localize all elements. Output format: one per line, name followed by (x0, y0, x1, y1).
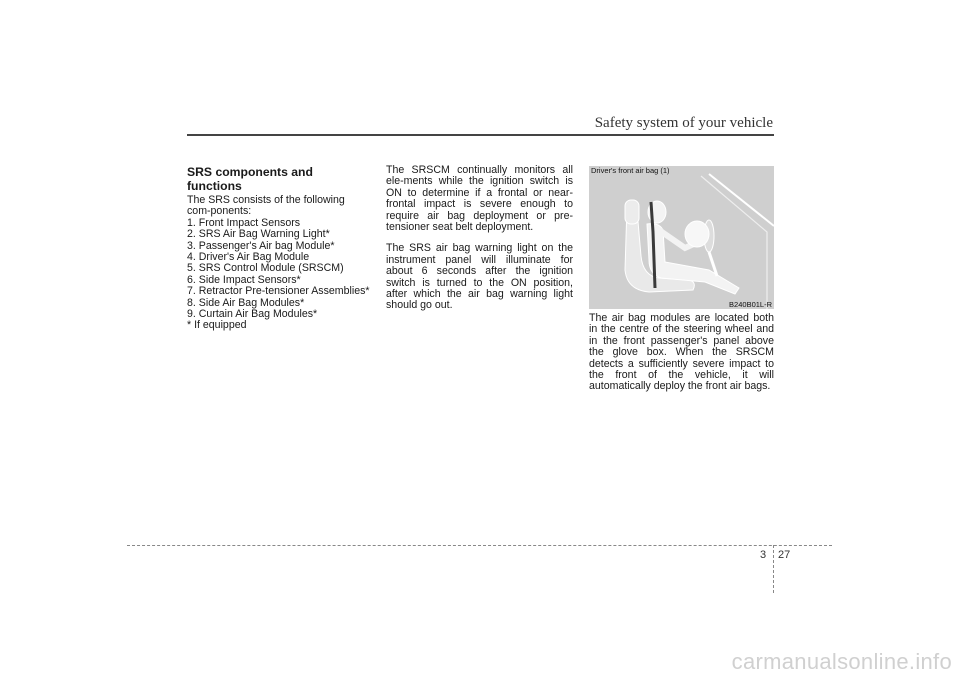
list-item: 6. Side Impact Sensors* (187, 273, 301, 286)
warning-light-paragraph: The SRS air bag warning light on the instrument panel will illuminate for about 6 seconds after the ignition switch is turned to the ON position, after which the air bag warning light should go out. (386, 242, 573, 312)
list-item: 3. Passenger's Air bag Module* (187, 239, 335, 252)
list-item: 9. Curtain Air Bag Modules* (187, 308, 318, 321)
list-item: 5. SRS Control Module (SRSCM) (187, 262, 344, 275)
figure-caption: Driver's front air bag (1) (591, 166, 670, 175)
footer-divider (773, 545, 774, 593)
footnote: * If equipped (187, 319, 247, 332)
page-number: 27 (778, 549, 791, 561)
list-item: 2. SRS Air Bag Warning Light* (187, 228, 330, 241)
footer-rule (127, 545, 832, 546)
list-item: 4. Driver's Air Bag Module (187, 251, 310, 264)
airbag-illustration (589, 166, 774, 309)
list-item: 1. Front Impact Sensors (187, 216, 301, 229)
components-intro: The SRS consists of the following com-ponents: (187, 194, 345, 218)
middle-column (386, 165, 573, 312)
watermark: carmanualsonline.info (731, 649, 952, 674)
driver-airbag-drawing (589, 166, 774, 309)
header-rule (187, 134, 774, 136)
right-column (589, 313, 774, 393)
figure-code: B240B01L-R (729, 300, 772, 309)
list-item: 7. Retractor Pre-tensioner Assemblies* (187, 285, 370, 298)
srscm-paragraph: The SRSCM continually monitors all ele-ments while the ignition switch is ON to determine if a frontal or near-frontal impact is severe enough to require air bag deployment or pre-tensioner seat belt deployment. (386, 164, 573, 234)
airbag-location-paragraph: The air bag modules are located both in the centre of the steering wheel and in the front passenger's panel above the glove box. When the SRSCM detects a sufficiently severe impact to the front of the vehicle, it will automatically deploy the front air bags. (589, 312, 774, 393)
list-item: 8. Side Air Bag Modules* (187, 296, 305, 309)
chapter-number: 3 (760, 549, 767, 561)
page-header-title: Safety system of your vehicle (594, 115, 773, 131)
section-heading: SRS components and functions (187, 165, 313, 193)
left-column (187, 165, 371, 332)
